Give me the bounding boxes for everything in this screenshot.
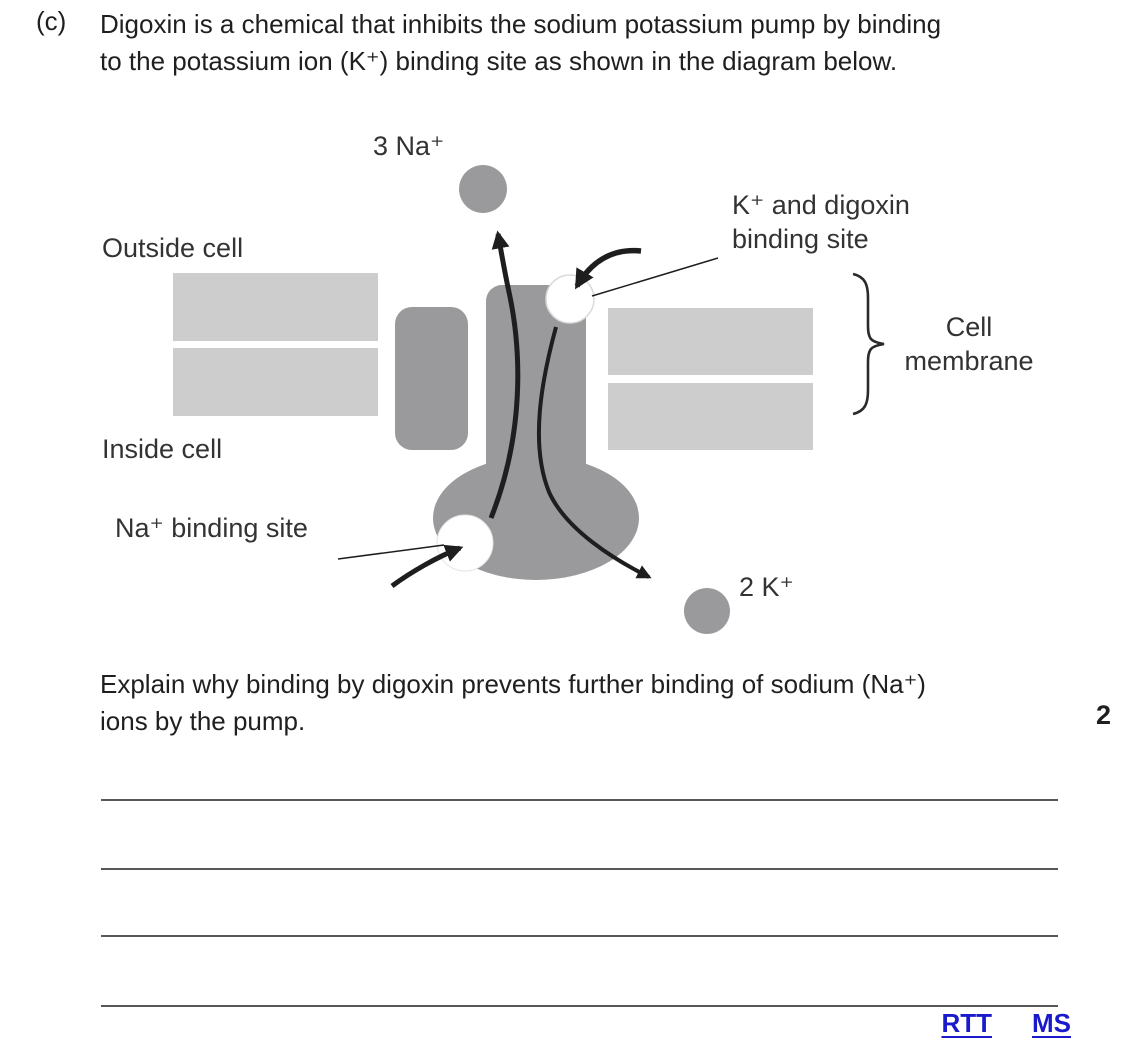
question-line-2: ions by the pump. [100,706,306,736]
question-intro [100,6,941,80]
sodium-potassium-pump-diagram [0,120,1145,660]
pump-subunit-rect [395,307,468,450]
answer-line [101,1005,1058,1007]
intro-line-2: to the potassium ion (K⁺) binding site as shown in the diagram below. [100,46,898,76]
label-cell-membrane-2: membrane [904,346,1034,376]
marks-value: 2 [1096,700,1112,730]
k-digoxin-binding-site-notch [546,275,594,323]
rtt-link[interactable]: RTT [941,1008,992,1038]
question-text [100,666,926,740]
answer-line [101,799,1058,801]
k-site-pointer-line [592,258,718,296]
membrane-right-bottom-rect [608,383,813,450]
potassium-ion-ball [684,588,730,634]
na-binding-site-notch [437,515,493,571]
label-inside-cell: Inside cell [102,434,223,464]
label-2k: 2 K⁺ [739,572,794,602]
question-line-1: Explain why binding by digoxin prevents further binding of sodium (Na⁺) [100,669,926,699]
answer-line [101,935,1058,937]
cell-membrane-brace [853,274,884,414]
label-k-digoxin-1: K⁺ and digoxin [732,190,910,220]
membrane-left-top-rect [173,273,378,341]
membrane-right-top-rect [608,308,813,375]
na-site-pointer-line [338,545,444,559]
ms-link[interactable]: MS [1032,1008,1071,1038]
label-3na: 3 Na⁺ [373,131,445,161]
part-label: (c) [36,6,67,36]
label-k-digoxin-2: binding site [732,224,869,254]
footer-links [941,1008,1071,1039]
sodium-ion-ball [459,165,507,213]
label-outside-cell: Outside cell [102,233,244,263]
intro-line-1: Digoxin is a chemical that inhibits the sodium potassium pump by binding [100,9,942,39]
label-cell-membrane-1: Cell [945,312,993,342]
membrane-left-bottom-rect [173,348,378,416]
label-na-binding-site: Na⁺ binding site [115,513,308,543]
answer-line [101,868,1058,870]
